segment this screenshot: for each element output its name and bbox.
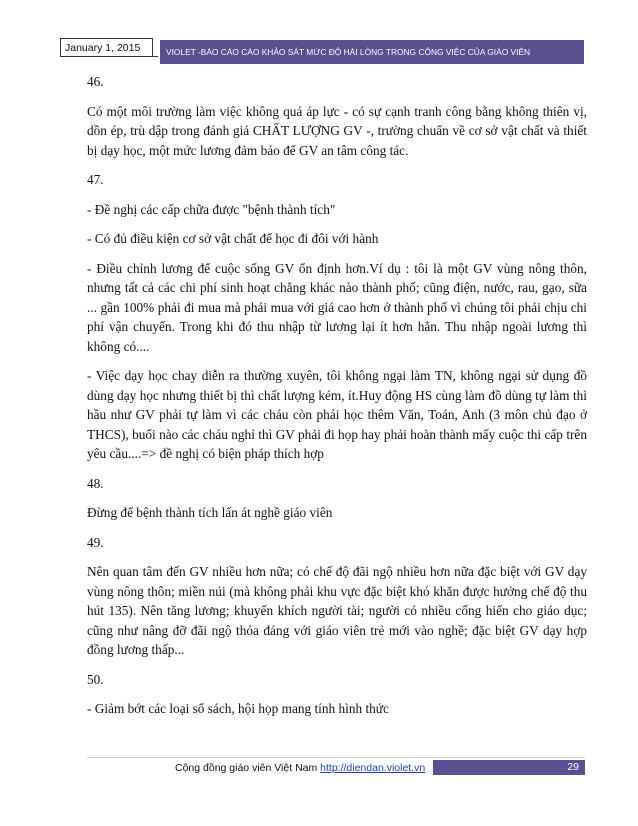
paragraph: 49. xyxy=(87,534,104,550)
paragraph: 50. xyxy=(87,671,104,687)
paragraph: Có một môi trường làm việc không quá áp lực - có sự cạnh tranh công bằng không thiên vị, dồn ép, trù dập trong đánh giá CHẤT LƯỢNG GV -, trường chuẩn về cơ sở vật chất và thiết bị dạy học, một mức lương đảm bảo để GV an tâm công tác. xyxy=(87,103,587,158)
paragraph: - Giảm bớt các loại sổ sách, hội họp mang tính hình thức xyxy=(87,701,389,716)
footer-divider xyxy=(87,757,585,758)
page-number: 29 xyxy=(433,760,585,775)
paragraph: - Có đủ điều kiện cơ sở vật chất để học đi đôi với hành xyxy=(87,231,379,246)
footer-credit xyxy=(175,759,425,777)
paragraph: - Đề nghị các cấp chữa được "bệnh thành tích" xyxy=(87,201,336,217)
footer-text: Cộng đồng giáo viên Việt Nam xyxy=(175,762,321,774)
header-divider xyxy=(60,56,158,57)
header-title: VIOLET -BÁO CÁO CÁO KHẢO SÁT MỨC ĐỘ HÀI LÒNG TRONG CÔNG VIỆC CỦA GIÁO VIÊN xyxy=(160,40,584,64)
paragraph: Nên quan tâm đến GV nhiều hơn nữa; có chế độ đãi ngộ nhiều hơn nữa đặc biệt với GV dạy vùng nông thôn; miền núi (mà không phải khu vực đặc biệt khó khăn được hưởng chế độ thu hút 135). Nên tăng lương; khuyến khích người tài; người có nhiều cống hiến cho giáo dục; cũng như nâng đỡ đãi ngộ thỏa đáng với giáo viên trẻ mới vào nghề; đặc biệt GV dạy hợp đồng lương thấp... xyxy=(87,564,587,657)
page-footer xyxy=(87,757,585,775)
paragraph: 48. xyxy=(87,475,104,491)
forum-link[interactable]: http://diendan.violet.vn xyxy=(320,762,426,774)
paragraph: 46. xyxy=(87,74,104,89)
paragraph: 47. xyxy=(87,172,104,187)
header-date: January 1, 2015 xyxy=(60,38,153,56)
paragraph: Đừng để bệnh thành tích lấn át nghề giáo viên xyxy=(87,505,333,520)
document-body xyxy=(87,72,587,729)
paragraph: - Việc dạy học chay diễn ra thường xuyên, tôi không ngại làm TN, không ngại sử dụng đồ dùng dạy học nhưng thiết bị thì chất lượng kém, ít.Huy động HS cùng làm đồ dùng tự làm thì hầu như GV phải tự làm vì các cháu còn phải học thêm Văn, Toán, Anh (3 môn chủ đạo ở THCS), buổi nào các cháu nghỉ thì GV phải đi họp hay phải hoàn thành mấy cuộc thi cấp trên yêu cầu....=> đề nghị có biện pháp thích hợp xyxy=(87,368,587,461)
page-header xyxy=(60,38,584,66)
paragraph: - Điều chỉnh lương để cuộc sống GV ổn định hơn.Ví dụ : tôi là một GV vùng nông thôn, nhưng tất cả các chi phí sinh hoạt chẳng khác nào thành phố; cũng điện, nước, rau, gạo, sữa ... gần 100% phải đi mua mà phải mua với giá cao hơn ở thành phố vì chúng tôi phải chịu chi phí vận chuyển. Trong khi đó thu nhập từ lương lại ít hơn hẳn. Thu nhập ngoài lương thì không có.... xyxy=(87,260,587,354)
